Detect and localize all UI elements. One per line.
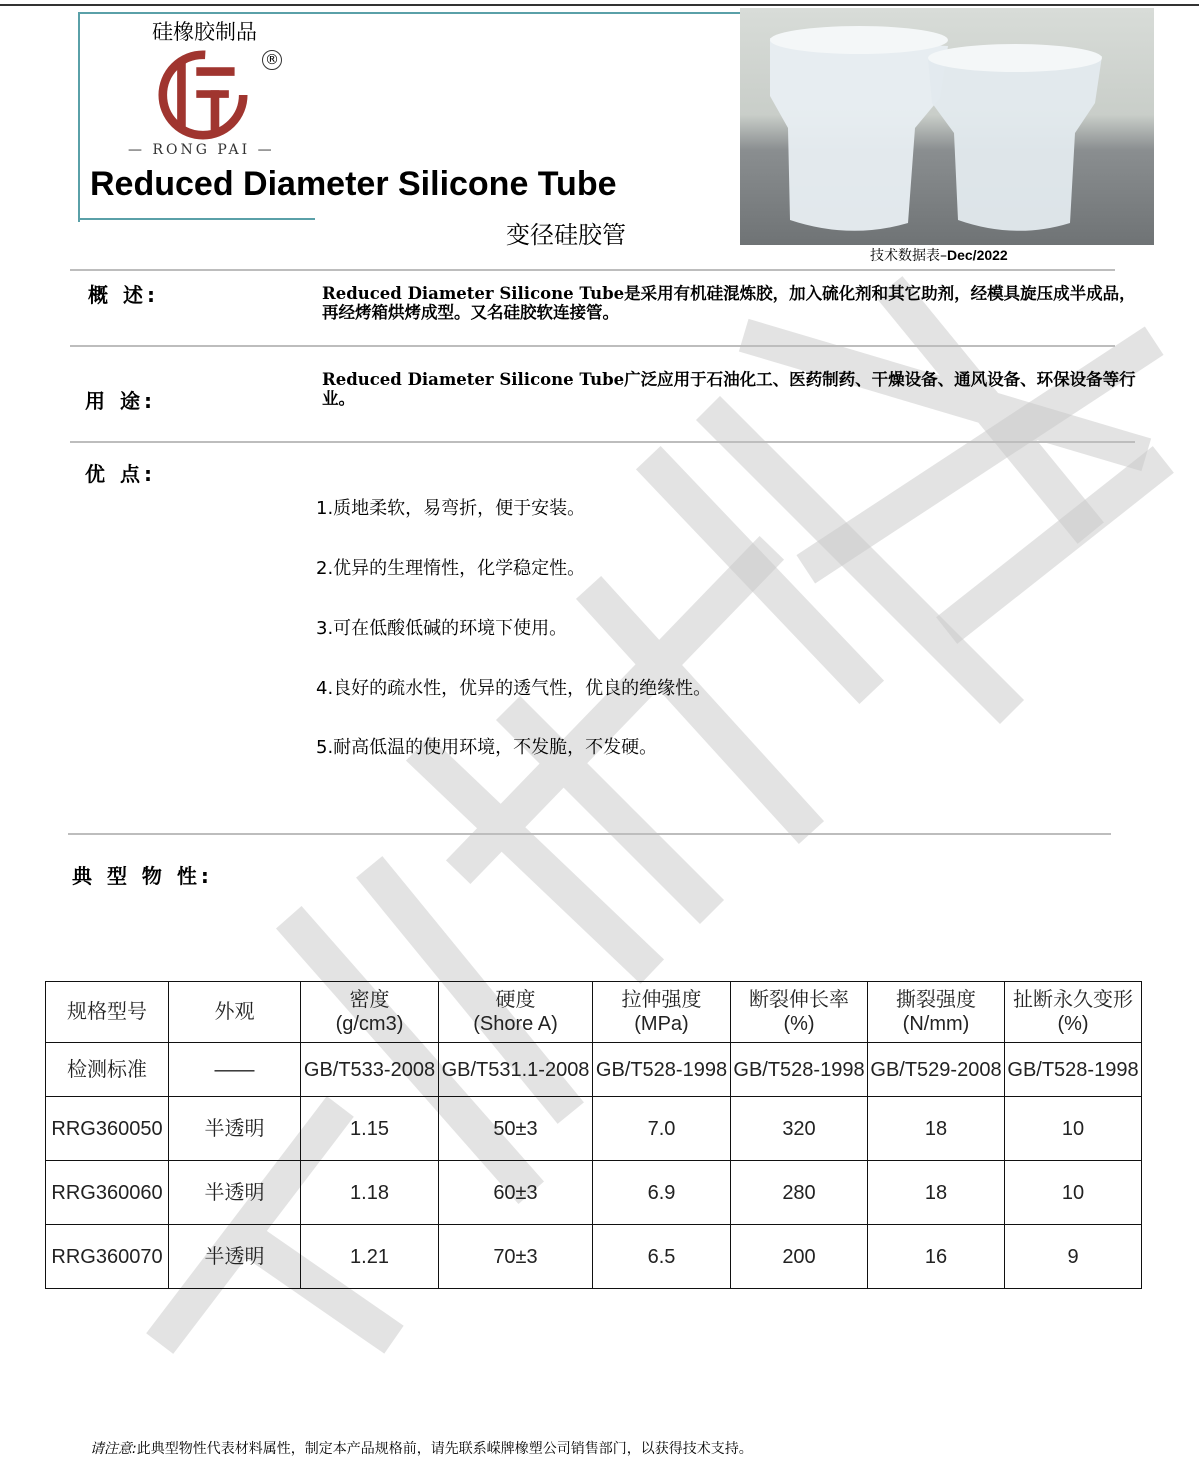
cell: 50±3 [439, 1097, 593, 1161]
table-row [46, 1097, 1142, 1161]
cell: 7.0 [593, 1097, 731, 1161]
divider [68, 833, 1111, 835]
advantage-item: 2.优异的生理惰性，化学稳定性。 [316, 558, 586, 579]
properties-label: 典 型 物 性: [72, 864, 213, 888]
cell: 1.18 [301, 1161, 439, 1225]
cell: RRG360050 [46, 1097, 169, 1161]
overview-text: Reduced Diameter Silicone Tube是采用有机硅混炼胶，加入硫化剂和其它助剂，经模具旋压成半成品，再经烤箱烘烤成型。又名硅胶软连接管。 [322, 284, 1136, 322]
cell: 9 [1005, 1225, 1142, 1289]
header-label: 断裂伸长率 [749, 989, 849, 1011]
cell: GB/T528-1998 [1005, 1043, 1142, 1097]
header-unit: (%) [1057, 1013, 1089, 1035]
header-cell [439, 982, 593, 1043]
header-label: 扯断永久变形 [1013, 989, 1133, 1011]
header-cell [731, 982, 868, 1043]
header-label: 硬度 [495, 989, 536, 1011]
usage-text: Reduced Diameter Silicone Tube广泛应用于石油化工、医药制药、干燥设备、通风设备、环保设备等行业。 [322, 370, 1136, 408]
product-subtitle: 变径硅胶管 [506, 221, 626, 249]
cell: 16 [868, 1225, 1005, 1289]
table-header-row [46, 982, 1142, 1043]
header-label: 外观 [214, 1001, 255, 1023]
header-unit: (MPa) [634, 1013, 689, 1035]
header-frame-rule [78, 218, 315, 220]
cell: GB/T533-2008 [301, 1043, 439, 1097]
header-cell [868, 982, 1005, 1043]
cell: 60±3 [439, 1161, 593, 1225]
divider [70, 345, 1115, 347]
footer-note [90, 1441, 753, 1458]
cell: 半透明 [169, 1097, 301, 1161]
note-label: 请注意: [90, 1441, 137, 1457]
advantage-item: 4.良好的疏水性，优异的透气性，优良的绝缘性。 [316, 678, 712, 699]
product-title: Reduced Diameter Silicone Tube [90, 165, 617, 203]
logo-brand: — RONG PAI — [128, 142, 275, 158]
registered-mark: ® [262, 50, 282, 70]
cell: 280 [731, 1161, 868, 1225]
cell: 检测标准 [46, 1043, 169, 1097]
tech-data-date [870, 247, 1008, 265]
cell: GB/T528-1998 [731, 1043, 868, 1097]
advantage-item: 3.可在低酸低碱的环境下使用。 [316, 618, 568, 639]
cell: GB/T528-1998 [593, 1043, 731, 1097]
note-text: 此典型物性代表材料属性，制定本产品规格前，请先联系嵘牌橡塑公司销售部门，以获得技术支持。 [136, 1441, 753, 1457]
cell: GB/T529-2008 [868, 1043, 1005, 1097]
cell: 200 [731, 1225, 868, 1289]
header-cell [169, 982, 301, 1043]
cell: 1.21 [301, 1225, 439, 1289]
header-unit: (g/cm3) [335, 1013, 404, 1035]
product-photo [740, 8, 1154, 245]
overview-label: 概 述: [88, 283, 159, 307]
header-label: 规格型号 [67, 1001, 147, 1023]
header-unit: (N/mm) [902, 1013, 970, 1035]
cell: 6.9 [593, 1161, 731, 1225]
standards-row [46, 1043, 1142, 1097]
cell: 6.5 [593, 1225, 731, 1289]
header-label: 撕裂强度 [896, 989, 976, 1011]
cell: 半透明 [169, 1225, 301, 1289]
cell: —— [169, 1043, 301, 1097]
table-row [46, 1161, 1142, 1225]
cell: 10 [1005, 1097, 1142, 1161]
cell: GB/T531.1-2008 [439, 1043, 593, 1097]
date: Dec/2022 [947, 247, 1008, 263]
usage-label: 用 途: [85, 389, 156, 413]
header-unit: (%) [783, 1013, 815, 1035]
cell: 10 [1005, 1161, 1142, 1225]
top-rule [0, 4, 1199, 6]
tech-label: 技术数据表– [870, 248, 947, 264]
cell: 70±3 [439, 1225, 593, 1289]
cell: RRG360070 [46, 1225, 169, 1289]
cell: 1.15 [301, 1097, 439, 1161]
cell: 18 [868, 1161, 1005, 1225]
divider [70, 269, 1115, 271]
header-label: 拉伸强度 [621, 989, 702, 1011]
rongpai-logo-icon [156, 50, 250, 140]
advantage-item: 1.质地柔软，易弯折，便于安装。 [316, 498, 586, 519]
divider [70, 441, 1135, 443]
cell: 18 [868, 1097, 1005, 1161]
header-label: 密度 [349, 989, 390, 1011]
cell: 半透明 [169, 1161, 301, 1225]
advantages-label: 优 点: [85, 462, 156, 486]
advantage-item: 5.耐高低温的使用环境，不发脆，不发硬。 [316, 737, 658, 758]
header-cell [1005, 982, 1142, 1043]
cell: 320 [731, 1097, 868, 1161]
cell: RRG360060 [46, 1161, 169, 1225]
header-cell [301, 982, 439, 1043]
table-row [46, 1225, 1142, 1289]
header-cell [593, 982, 731, 1043]
properties-table [45, 981, 1142, 1289]
logo-text: 硅橡胶制品 [152, 20, 257, 44]
header-unit: (Shore A) [473, 1013, 558, 1035]
header-cell [46, 982, 169, 1043]
